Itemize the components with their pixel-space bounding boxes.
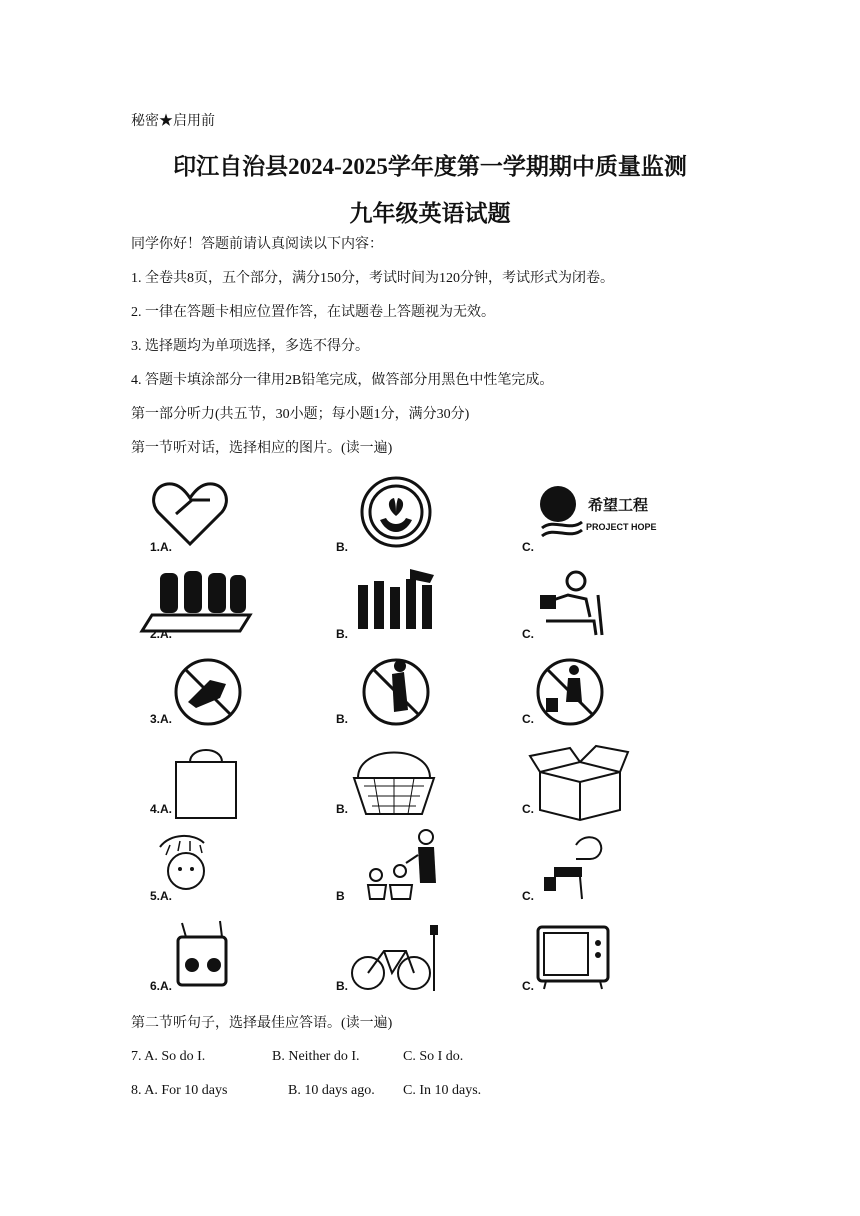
bicycle-icon (330, 915, 450, 999)
page-title: 印江自治县2024-2025学年度第一学期期中质量监测 (173, 154, 687, 179)
q8-option-c: C. In 10 days. (403, 1083, 482, 1098)
picture-4a (130, 738, 310, 826)
label-6b: B. (336, 979, 348, 993)
label-5b: B (336, 889, 345, 903)
picture-5c (520, 825, 700, 913)
picture-1a (130, 470, 310, 558)
picture-1c (520, 470, 700, 558)
picture-2c (520, 565, 700, 653)
picture-5b (330, 825, 510, 913)
label-1c: C. (522, 540, 534, 554)
section1-heading: 第一节听对话，选择相应的图片。(读一遍) (131, 441, 393, 456)
picture-2a (130, 565, 310, 653)
label-2c: C. (522, 627, 534, 641)
picture-5a (130, 825, 310, 913)
girl-shower-icon (130, 825, 250, 909)
q7-option-c: C. So I do. (403, 1049, 464, 1064)
label-1a: 1.A. (150, 540, 173, 554)
label-1b: B. (336, 540, 348, 554)
television-icon (520, 915, 640, 999)
project-hope-logo-icon (520, 470, 660, 554)
label-3c: C. (522, 712, 534, 726)
hands-sprout-emblem-icon (330, 470, 450, 554)
box-icon (520, 738, 640, 822)
label-3b: B. (336, 712, 348, 726)
note-2: 2. 一律在答题卡相应位置作答，在试题卷上答题视为无效。 (131, 305, 495, 320)
man-reading-chair-icon (520, 565, 640, 649)
label-6a: 6.A. (150, 979, 173, 993)
picture-3b (330, 650, 510, 738)
picture-3a (130, 650, 310, 738)
note-1: 1. 全卷共8页，五个部分，满分150分，考试时间为120分钟，考试形式为闭卷。 (131, 271, 614, 286)
hand-turning-off-tap-icon (520, 825, 640, 909)
picture-6c (520, 915, 700, 1003)
label-2b: B. (336, 627, 348, 641)
label-2a: 2.A. (150, 627, 173, 641)
radio-icon (130, 915, 250, 999)
picture-1b (330, 470, 510, 558)
q8-option-b: B. 10 days ago. (288, 1083, 375, 1098)
q7-option-a: 7. A. So do I. (131, 1049, 206, 1064)
no-stepping-on-grass-icon (130, 650, 250, 734)
label-6c: C. (522, 979, 534, 993)
basket-icon (330, 738, 450, 822)
q7-option-b: B. Neither do I. (272, 1049, 360, 1064)
picture-4b (330, 738, 510, 826)
crowd-protest-icon (330, 565, 450, 649)
part1-heading: 第一部分听力(共五节，30小题；每小题1分，满分30分) (131, 407, 470, 422)
section2-heading: 第二节听句子，选择最佳应答语。(读一遍) (131, 1016, 393, 1031)
intro-greeting: 同学你好！答题前请认真阅读以下内容： (131, 237, 383, 252)
bag-icon (130, 738, 250, 822)
logo-en-text: PROJECT HOPE (586, 522, 657, 532)
label-5a: 5.A. (150, 889, 173, 903)
label-4b: B. (336, 802, 348, 816)
picture-6b (330, 915, 510, 1003)
label-4a: 4.A. (150, 802, 173, 816)
label-4c: C. (522, 802, 534, 816)
note-4: 4. 答题卡填涂部分一律用2B铅笔完成，做答部分用黑色中性笔完成。 (131, 373, 554, 388)
picture-3c (520, 650, 700, 738)
picture-6a (130, 915, 310, 1003)
q8-option-a: 8. A. For 10 days (131, 1083, 228, 1098)
logo-cn-text: 希望工程 (588, 496, 649, 514)
note-3: 3. 选择题均为单项选择，多选不得分。 (131, 339, 369, 354)
picture-2b (330, 565, 510, 653)
page-subtitle: 九年级英语试题 (349, 201, 511, 226)
no-picking-flowers-icon (330, 650, 450, 734)
boy-watering-flowers-icon (330, 825, 450, 909)
no-littering-icon (520, 650, 640, 734)
confidential-mark: 秘密★启用前 (131, 114, 215, 129)
picture-grid (130, 470, 690, 1005)
picture-4c (520, 738, 700, 826)
label-5c: C. (522, 889, 534, 903)
heart-hand-icon (130, 470, 250, 554)
label-3a: 3.A. (150, 712, 173, 726)
